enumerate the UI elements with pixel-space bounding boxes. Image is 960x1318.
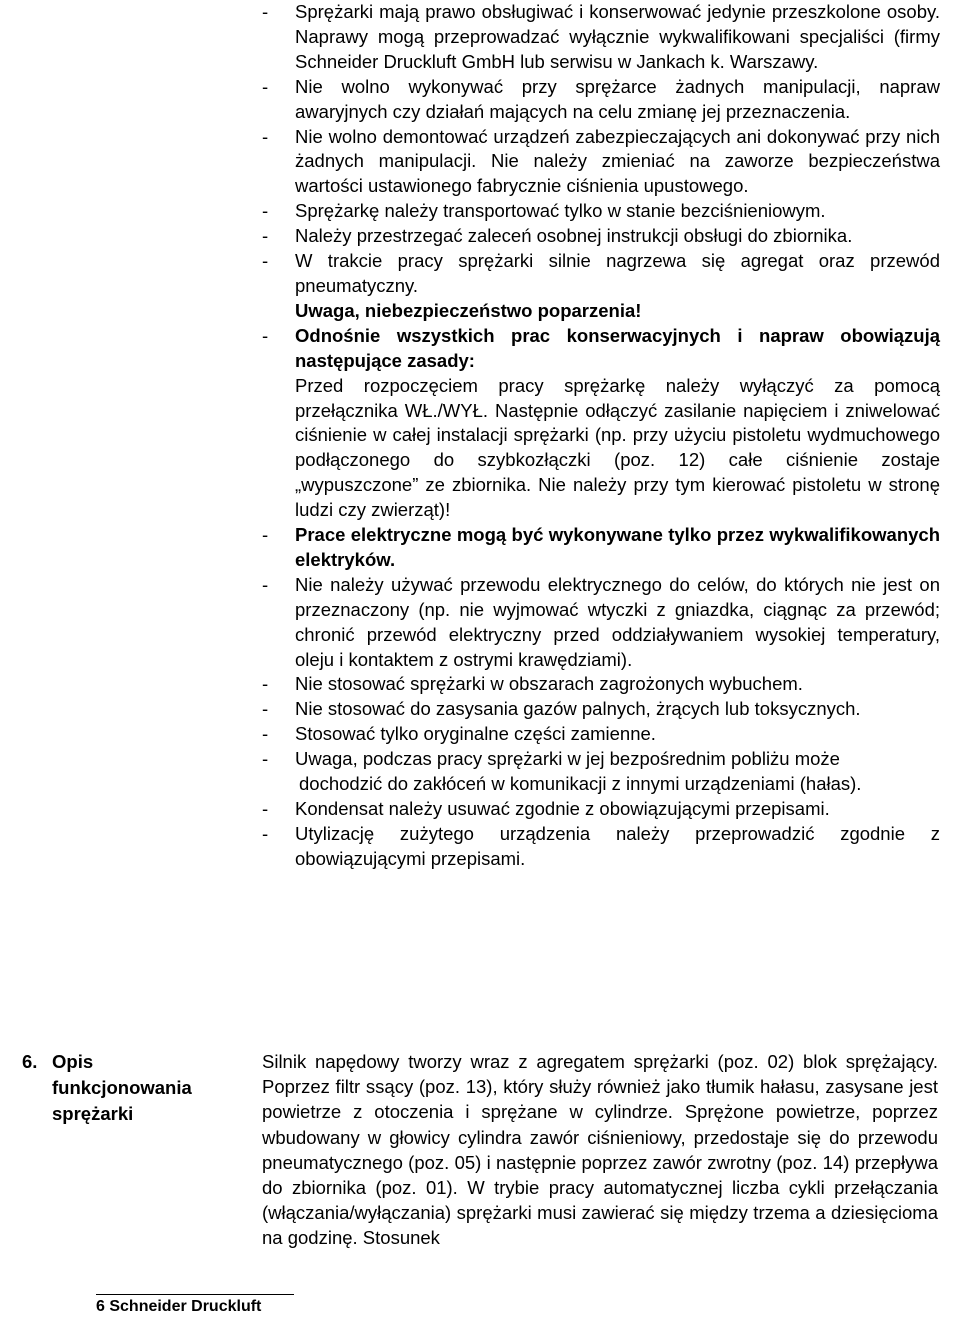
list-dash: - bbox=[262, 324, 269, 346]
list-dash: - bbox=[262, 225, 269, 247]
list-item bbox=[262, 822, 940, 872]
list-item bbox=[262, 747, 940, 797]
list-item-text: Stosować tylko oryginalne części zamienne. bbox=[295, 723, 656, 745]
list-item-text: Nie stosować do zasysania gazów palnych, żrących lub toksycznych. bbox=[295, 698, 861, 720]
list-item bbox=[262, 224, 940, 249]
list-item bbox=[262, 697, 940, 722]
list-dash: - bbox=[262, 125, 269, 147]
list-item bbox=[262, 0, 940, 75]
list-dash: - bbox=[262, 698, 269, 720]
list-dash: - bbox=[262, 573, 269, 595]
list-item bbox=[262, 125, 940, 200]
list-item bbox=[262, 797, 940, 822]
list-item bbox=[262, 523, 940, 573]
list-dash: - bbox=[262, 673, 269, 695]
list-dash: - bbox=[262, 250, 269, 272]
list-item bbox=[262, 324, 940, 523]
list-dash: - bbox=[262, 75, 269, 97]
list-dash: - bbox=[262, 798, 269, 819]
maintenance-rules-heading: Odnośnie wszystkich prac konserwacyjnych i napraw obowiązują następujące zasady: bbox=[295, 324, 940, 371]
list-dash: - bbox=[262, 822, 269, 844]
list-item-text: W trakcie pracy sprężarki silnie nagrzewa się agregat oraz przewód pneumatyczny. bbox=[295, 250, 940, 296]
list-item-text: Sprężarki mają prawo obsługiwać i konserwować jedynie przeszkolone osoby. Naprawy mogą przeprowadzać wyłącznie wykwalifikowani specjaliści (firmy Schneider Druckluft GmbH lub serwisu w Jankach k. Warszawy. bbox=[295, 1, 940, 72]
list-dash: - bbox=[262, 723, 269, 745]
list-item-text: Nie należy używać przewodu elektrycznego do celów, do których nie jest on przeznaczony (np. nie wyjmować wtyczki z gniazdka, ciągnąc za przewód; chronić przewód elektryczny przed oddziaływaniem wysokiej temperatury, oleju i kontaktem z ostrymi krawędziami). bbox=[295, 573, 940, 670]
footer-text: 6 Schneider Druckluft bbox=[96, 1298, 262, 1315]
list-item-text: Nie stosować sprężarki w obszarach zagrożonych wybuchem. bbox=[295, 673, 803, 695]
list-item bbox=[262, 573, 940, 673]
list-item-text: Utylizację zużytego urządzenia należy przeprowadzić zgodnie z obowiązującymi przepisami. bbox=[295, 822, 940, 869]
list-item bbox=[262, 199, 940, 224]
list-dash: - bbox=[262, 524, 269, 546]
footer-rule bbox=[96, 1294, 294, 1295]
section-body: Silnik napędowy tworzy wraz z agregatem sprężarki (poz. 02) blok sprężający. Poprzez filtr ssący (poz. 13), który służy również jako tłumik hałasu, zasysane jest powietrze z otoczenia i sprężane w cylindrze. Sprężone powietrze, poprzez wbudowany w głowicy cylindra zawór ciśnieniowy, przedostaje się do przewodu pneumatycznego (poz. 05) i następnie poprzez zawór zwrotny (poz. 14) przepływa do zbiornika (poz. 01). W trybie pracy automatycznej liczba cykli przełączania (włączania/wyłączania) sprężarki musi zawierać się między trzema a dziesięcioma na godzinę. Stosunek bbox=[262, 1051, 938, 1249]
electrical-work-warning: Prace elektryczne mogą być wykonywane tylko przez wykwalifikowanych elektryków. bbox=[295, 524, 940, 570]
list-item-text: Nie wolno wykonywać przy sprężarce żadnych manipulacji, napraw awaryjnych czy działań mających na celu zmianę jej przeznaczenia. bbox=[295, 75, 940, 122]
list-item bbox=[262, 249, 940, 324]
list-item-text: Uwaga, podczas pracy sprężarki w jej bezpośrednim pobliżu może bbox=[295, 748, 840, 770]
list-item bbox=[262, 672, 940, 697]
list-item-text-continued: dochodzić do zakłóceń w komunikacji z innymi urządzeniami (hałas). bbox=[299, 773, 862, 795]
list-item-text: Należy przestrzegać zaleceń osobnej instrukcji obsługi do zbiornika. bbox=[295, 225, 853, 247]
list-item-text: Kondensat należy usuwać zgodnie z obowiązującymi przepisami. bbox=[295, 798, 830, 819]
burn-warning: Uwaga, niebezpieczeństwo poparzenia! bbox=[295, 299, 642, 321]
section-number: 6. bbox=[22, 1051, 38, 1072]
list-dash: - bbox=[262, 200, 269, 222]
list-item-text: Sprężarkę należy transportować tylko w stanie bezciśnieniowym. bbox=[295, 200, 826, 222]
section-title: Opis funkcjonowania sprężarki bbox=[52, 1051, 192, 1124]
list-item-text: Przed rozpoczęciem pracy sprężarkę należy wyłączyć za pomocą przełącznika WŁ./WYŁ. Następnie odłączyć zasilanie napięciem i zniwelować ciśnienie w całej instalacji sprężarki (np. przy użyciu pistoletu wydmuchowego podłączonego do szybkozłączki (poz. 12) całe ciśnienie zostaje „wypuszczone” ze zbiornika. Nie należy przy tym kierować pistoletu w stronę ludzi czy zwierząt)! bbox=[295, 374, 940, 521]
list-item bbox=[262, 75, 940, 125]
list-dash: - bbox=[262, 748, 269, 770]
list-item-text: Nie wolno demontować urządzeń zabezpieczających ani dokonywać przy nich żadnych manipulacji. Nie należy zmieniać na zaworze bezpieczeństwa wartości ustawionego fabrycznie ciśnienia upustowego. bbox=[295, 125, 940, 197]
list-dash: - bbox=[262, 1, 269, 22]
list-item bbox=[262, 722, 940, 747]
safety-instructions-list bbox=[262, 0, 940, 872]
